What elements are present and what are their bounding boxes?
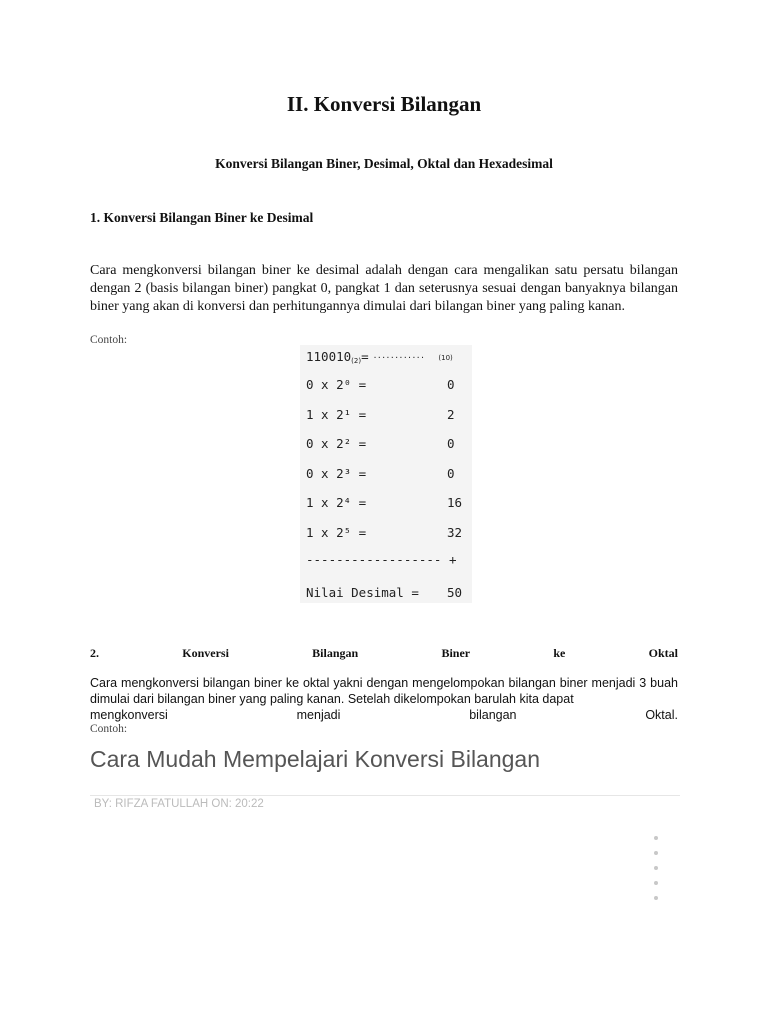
calc-row-result: 0 (447, 377, 455, 392)
dot-icon (654, 851, 658, 855)
calc-total-row (306, 585, 472, 603)
section2-heading-word: 2. (90, 646, 99, 660)
calc-row-expression: 1 x 2⁴ = (306, 495, 367, 510)
dot-icon (654, 866, 658, 870)
section2-paragraph-main: Cara mengkonversi bilangan biner ke oktal yakni dengan mengelompokan bilangan biner menjadi 3 buah dimulai dari bilangan biner yang paling kanan. Setelah dikelompokan barulah kita dapat (90, 676, 678, 706)
calc-row-result: 2 (447, 406, 455, 422)
section2-heading-word: Oktal (648, 646, 678, 660)
binary-to-decimal-calculation (300, 345, 472, 603)
calc-row-expression: 0 x 2² = (306, 436, 367, 451)
calc-total-label: Nilai Desimal = (306, 585, 419, 600)
calc-row (306, 407, 472, 425)
blog-byline: BY: RIFZA FATULLAH ON: 20:22 (94, 798, 264, 810)
calc-target-base: (10) (438, 354, 453, 362)
section2-paragraph (90, 675, 678, 723)
calc-row-result: 16 (447, 495, 463, 510)
section2-heading-word: Biner (441, 646, 471, 660)
blog-post-title: Cara Mudah Mempelajari Konversi Bilangan (90, 746, 541, 772)
calc-total-value: 50 (447, 585, 463, 600)
calc-equals: = (361, 349, 369, 364)
document-title: II. Konversi Bilangan (286, 92, 482, 116)
calc-row-expression: 1 x 2⁵ = (306, 524, 367, 540)
calc-divider-text: ------------------ + (306, 552, 457, 567)
section2-last-line-word: bilangan (469, 708, 517, 722)
calc-row (306, 436, 472, 454)
calc-row (306, 525, 472, 543)
calc-header (306, 349, 453, 365)
section2-last-line-word: mengkonversi (90, 708, 168, 722)
dot-icon (654, 881, 658, 885)
calc-binary-number: 110010 (306, 349, 352, 364)
section2-heading-word: Bilangan (312, 646, 359, 660)
calc-row-expression: 0 x 2³ = (306, 465, 367, 481)
calc-row-result: 0 (447, 465, 455, 481)
calc-row (306, 377, 472, 395)
section2-example-label: Contoh: (90, 723, 128, 735)
calc-row (306, 466, 472, 484)
document-subtitle: Konversi Bilangan Biner, Desimal, Oktal dan Hexadesimal (215, 156, 553, 171)
section2-heading-word: ke (553, 646, 566, 660)
section1-heading: 1. Konversi Bilangan Biner ke Desimal (90, 210, 314, 225)
calc-row-expression: 1 x 2¹ = (306, 406, 367, 422)
section2-heading (90, 646, 678, 661)
calc-row-expression: 0 x 2⁰ = (306, 377, 367, 392)
section1-example-label: Contoh: (90, 334, 128, 346)
calc-row-result: 32 (447, 524, 463, 540)
calc-dots: ............ (372, 351, 425, 360)
section1-paragraph: Cara mengkonversi bilangan biner ke desimal adalah dengan cara mengalikan satu persatu bilangan dengan 2 (basis bilangan biner) pangkat 0, pangkat 1 dan seterusnya sesuai dengan banyaknya bilangan biner yang akan di konversi dan perhitungannya dimulai dari bilangan biner yang paling kanan. (90, 263, 678, 314)
dot-icon (654, 836, 658, 840)
calc-row (306, 495, 472, 513)
calc-binary-base: (2) (351, 357, 362, 365)
section2-heading-word: Konversi (182, 646, 229, 660)
calc-divider (306, 552, 472, 570)
dot-icon (654, 896, 658, 900)
section2-last-line-word: menjadi (296, 708, 341, 722)
calc-row-result: 0 (447, 436, 455, 451)
byline-divider (90, 795, 680, 796)
section2-last-line-word: Oktal. (645, 708, 678, 722)
section2-paragraph-last-line (90, 707, 678, 723)
